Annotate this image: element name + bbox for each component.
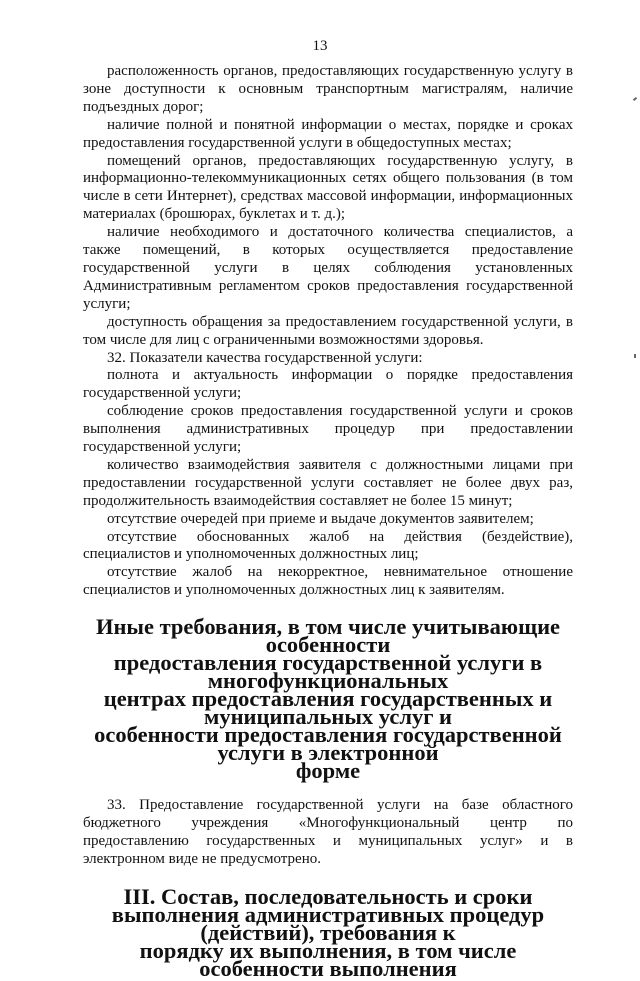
paragraph: отсутствие обоснованных жалоб на действия (бездействие), специалистов и уполномоченных должностных лиц; [83,528,573,563]
paragraph: помещений органов, предоставляющих государственную услугу, в информационно-телекоммуникационных сетях общего пользования (в том числе в сети Интернет), средствах массовой информации, информационных материалах (брошюрах, буклетах и т. д.); [83,152,573,223]
document-body [83,63,573,981]
page-number: 13 [312,38,328,54]
section-3-heading [83,883,573,981]
heading-line: форме [295,758,361,784]
section-heading-other-requirements [83,614,573,784]
heading-line: предоставления государственной услуги в многофункциональных [113,650,543,694]
heading-line: порядку их выполнения, в том числе особенности выполнения [139,937,517,981]
paragraph: соблюдение сроков предоставления государственной услуги и сроков выполнения административных процедур при предоставлении государственной услуги; [83,403,573,456]
paragraph: доступность обращения за предоставлением государственной услуги, в том числе для лиц с ограниченными возможностями здоровья. [83,313,573,348]
clause-32-heading: 32. Показатели качества государственной услуги: [107,349,423,366]
heading-line: Иные требования, в том числе учитывающие особенности [95,614,561,658]
margin-mark [633,97,637,101]
paragraph: отсутствие жалоб на некорректное, невнимательное отношение специалистов и уполномоченных должностных лиц к заявителям. [83,564,573,599]
paragraph: расположенность органов, предоставляющих государственную услугу в зоне доступности к основным транспортным магистралям, наличие подъездных дорог; [83,63,573,115]
clause-33: 33. Предоставление государственной услуги на базе областного бюджетного учреждения «Многофункциональный центр по предоставлению государственных и муниципальных услуг» и в электронном виде не предусмотрено. [83,797,573,867]
heading-line: III. Состав, последовательность и сроки [123,883,533,909]
paragraph: полнота и актуальность информации о порядке предоставления государственной услуги; [83,367,573,402]
heading-line: выполнения административных процедур (действий), требования к [111,901,545,945]
paragraph: наличие полной и понятной информации о местах, порядке и сроках предоставления государственной услуги в общедоступных местах; [83,116,573,151]
paragraph: наличие необходимого и достаточного количества специалистов, а также помещений, в которых осуществляется предоставление государственной услуги в целях соблюдения установленных Административным регламентом сроков предоставления государственной услуги; [83,224,573,312]
paragraph: отсутствие очередей при приеме и выдаче документов заявителем; [107,510,534,527]
heading-line: центрах предоставления государственных и муниципальных услуг и [103,686,553,730]
heading-line: особенности предоставления государственной услуги в электронной [94,722,562,766]
margin-mark [634,354,636,358]
paragraph: количество взаимодействия заявителя с должностными лицами при предоставлении государственной услуги составляет не более двух раз, продолжительность взаимодействия составляет не более 15 минут; [83,456,573,509]
